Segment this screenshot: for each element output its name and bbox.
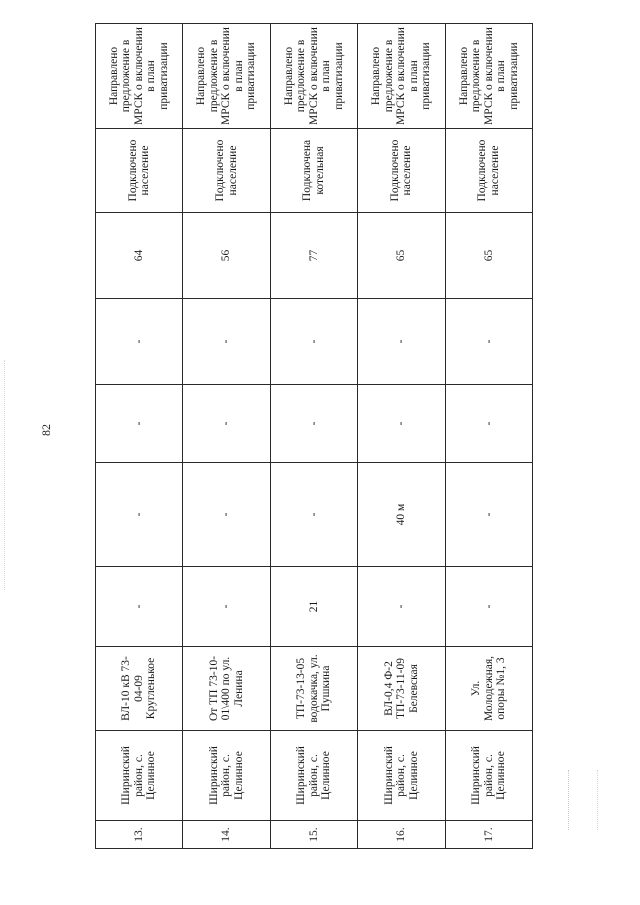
span-cell: - [96,463,183,567]
capacity-cell: - [270,385,357,463]
location-cell: Ширинский район, с. Целинное [445,731,532,821]
location-cell: Ширинский район, с. Целинное [358,731,445,821]
proposal-cell: Направлено предложение в МРСК о включении в план приватизации [445,24,532,129]
capacity-cell: - [445,385,532,463]
count-cell: 65 [358,213,445,299]
span-cell: - [183,463,270,567]
span-cell: - [270,463,357,567]
table-row [445,24,532,849]
page-number: 82 [39,424,53,436]
status-cell: Подключено население [358,129,445,213]
extra-cell: - [183,299,270,385]
table-row [270,24,357,849]
extra-cell: - [358,299,445,385]
location-cell: Ширинский район, с. Целинное [183,731,270,821]
length-cell: - [445,567,532,647]
table-row [358,24,445,849]
count-cell: 64 [96,213,183,299]
object-cell: От ТП 73-10-01\400 по ул. Ленина [183,647,270,731]
location-cell: Ширинский район, с. Целинное [270,731,357,821]
count-cell: 77 [270,213,357,299]
object-cell: Ул. Молодежная, опоры №1, 3 [445,647,532,731]
span-cell: - [445,463,532,567]
capacity-cell: - [96,385,183,463]
object-cell: ВЛ-0,4 Ф-2 ТП-73-11-09 Белевская [358,647,445,731]
proposal-cell: Направлено предложение в МРСК о включении в план приватизации [183,24,270,129]
proposal-cell: Направлено предложение в МРСК о включении в план приватизации [96,24,183,129]
status-cell: Подключено население [445,129,532,213]
object-cell: ВЛ-10 кВ 73-04-09 Кругленькое [96,647,183,731]
count-cell: 65 [445,213,532,299]
objects-table [95,23,533,849]
location-cell: Ширинский район, с. Целинное [96,731,183,821]
proposal-cell: Направлено предложение в МРСК о включении в план приватизации [358,24,445,129]
row-number: 17. [445,821,532,849]
table-row [96,24,183,849]
row-number: 13. [96,821,183,849]
object-cell: ТП-73-13-05 водокачка, ул. Пушкина [270,647,357,731]
count-cell: 56 [183,213,270,299]
extra-cell: - [445,299,532,385]
scan-speckle [4,360,6,590]
scan-artifact [568,770,598,830]
capacity-cell: - [358,385,445,463]
capacity-cell: - [183,385,270,463]
length-cell: 21 [270,567,357,647]
proposal-cell: Направлено предложение в МРСК о включении в план приватизации [270,24,357,129]
span-cell: 40 м [358,463,445,567]
row-number: 15. [270,821,357,849]
length-cell: - [183,567,270,647]
status-cell: Подключено население [96,129,183,213]
rotated-table-inner [95,24,532,849]
row-number: 16. [358,821,445,849]
extra-cell: - [270,299,357,385]
table-row [183,24,270,849]
extra-cell: - [96,299,183,385]
length-cell: - [358,567,445,647]
status-cell: Подключено население [183,129,270,213]
row-number: 14. [183,821,270,849]
rotated-table-sheet [95,24,532,849]
status-cell: Подключена котельная [270,129,357,213]
length-cell: - [96,567,183,647]
